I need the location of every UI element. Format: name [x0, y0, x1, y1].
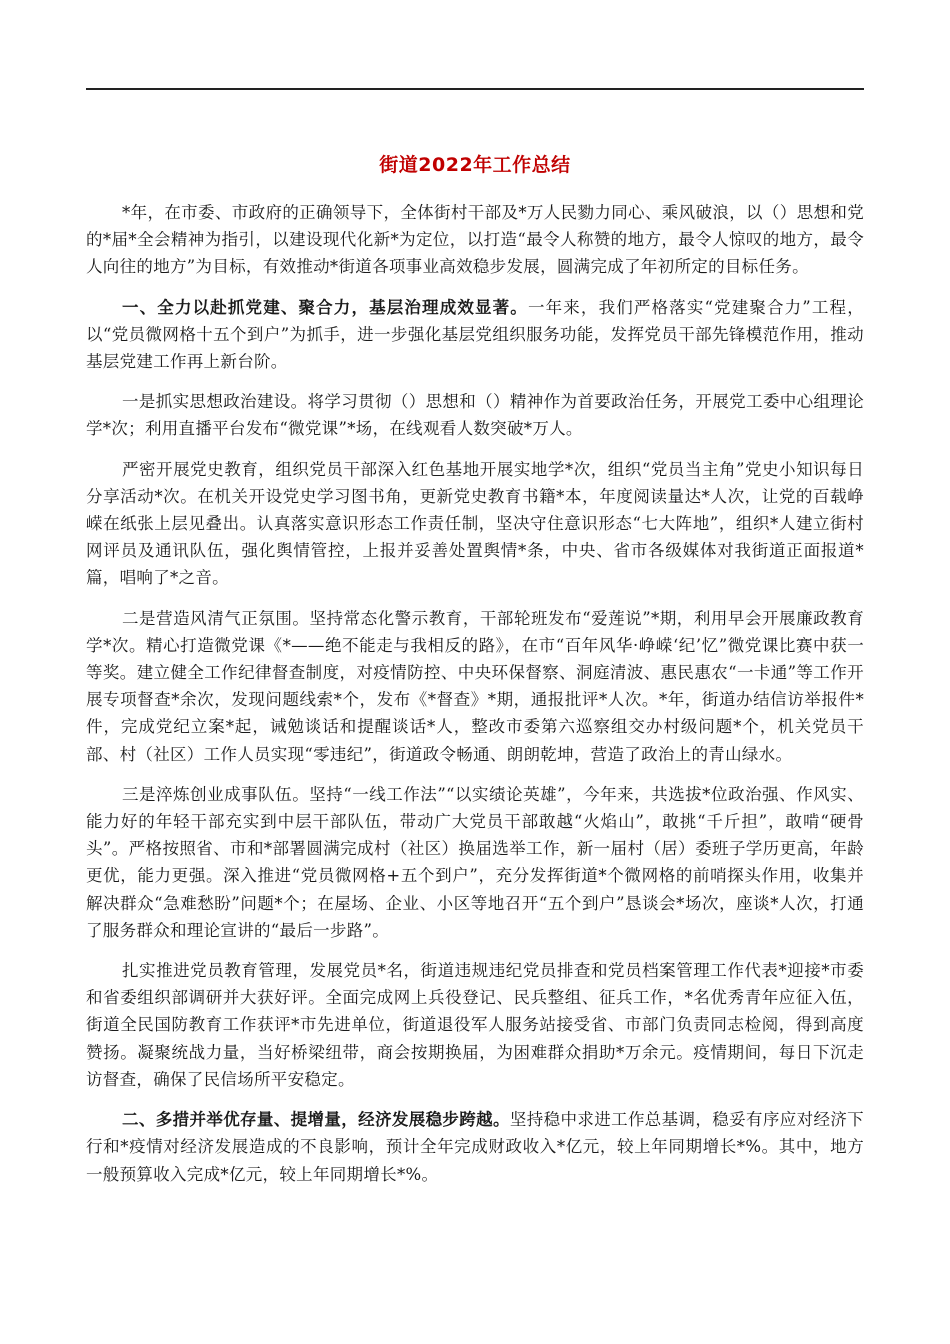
paragraph-text: 严密开展党史教育，组织党员干部深入红色基地开展实地学*次，组织“党员当主角”党史小知识每日分享活动*次。在机关开设党史学习图书角，更新党史教育书籍*本，年度阅读量达*人次，让党的百载峥嵘在纸张上层见叠出。认真落实意识形态工作责任制，坚决守住意识形态“七大阵地”，组织*人建立街村网评员及通讯队伍，强化舆情管控，上报并妥善处置舆情*条，中央、省市各级媒体对我街道正面报道*篇，唱响了*之音。 [86, 459, 864, 588]
paragraph-text: 二是营造风清气正氛围。坚持常态化警示教育，干部轮班发布“爱莲说”*期，利用早会开展廉政教育学*次。精心打造微党课《*——绝不能走与我相反的路》，在市“百年风华·峥嵘‘纪’忆”微党课比赛中获一等奖。建立健全工作纪律督查制度，对疫情防控、中央环保督察、洞庭清波、惠民惠农“一卡通”等工作开展专项督查*余次，发现问题线索*个，发布《*督查》*期，通报批评*人次。*年，街道办结信访举报件*件，完成党纪立案*起，诫勉谈话和提醒谈话*人，整改市委第六巡察组交办村级问题*个，机关党员干部、村（社区）工作人员实现“零违纪”，街道政令畅通、朗朗乾坤，营造了政治上的青山绿水。 [86, 608, 864, 764]
paragraph-text: 扎实推进党员教育管理，发展党员*名，街道违规违纪党员排查和党员档案管理工作代表*迎接*市委和省委组织部调研并大获好评。全面完成网上兵役登记、民兵整组、征兵工作，*名优秀青年应征入伍，街道全民国防教育工作获评*市先进单位，街道退役军人服务站接受省、市部门负责同志检阅，得到高度赞扬。凝聚统战力量，当好桥梁纽带，商会按期换届，为困难群众捐助*万余元。疫情期间，每日下沉走访督查，确保了民信场所平安稳定。 [86, 961, 864, 1089]
document-title: 街道2022年工作总结 [379, 154, 571, 176]
paragraph-political-construction [86, 388, 864, 442]
paragraph-text: 坚持稳中求进工作总基调，稳妥有序应对经济下行和*疫情对经济发展造成的不良影响，预计全年完成财政收入*亿元，较上年同期增长*%。其中，地方一般预算收入完成*亿元，较上年同期增长*%。 [86, 1110, 864, 1184]
section-heading: 一、全力以赴抓党建、聚合力，基层治理成效显著。 [122, 297, 528, 317]
paragraph-text: 三是淬炼创业成事队伍。坚持“一线工作法”“以实绩论英雄”，今年来，共选拔*位政治强、作风实、能力好的年轻干部充实到中层干部队伍，带动广大党员干部敢越“火焰山”，敢挑“千斤担”，敢啃“硬骨头”。严格按照省、市和*部署圆满完成村（社区）换届选举工作，新一届村（居）委班子学历更高，年龄更优，能力更强。深入推进“党员微网格+五个到户”，充分发挥街道*个微网格的前哨探头作用，收集并解决群众“急难愁盼”问题*个；在屋场、企业、小区等地召开“五个到户”恳谈会*场次，座谈*人次，打通了服务群众和理论宣讲的“最后一步路”。 [86, 784, 864, 940]
section-heading: 二、多措并举优存量、提增量，经济发展稳步跨越。 [122, 1110, 510, 1130]
paragraph-text: *年，在市委、市政府的正确领导下，全体街村干部及*万人民勠力同心、乘风破浪，以（）思想和党的*届*全会精神为指引，以建设现代化新*为定位，以打造“最令人称赞的地方，最令人惊叹的地方，最令人向往的地方”为目标，有效推动*街道各项事业高效稳步发展，圆满完成了年初所定的目标任务。 [86, 203, 864, 277]
paragraph-section-two [86, 1106, 864, 1188]
document-body [86, 199, 864, 1201]
paragraph-team-building [86, 781, 864, 944]
paragraph-party-history [86, 456, 864, 592]
paragraph-member-management [86, 957, 864, 1093]
paragraph-section-one [86, 294, 864, 376]
header-rule [86, 88, 864, 90]
paragraph-intro [86, 199, 864, 281]
paragraph-text: 一年来，我们严格落实“党建聚合力”工程，以“党员微网格十五个到户”为抓手，进一步强化基层党组织服务功能，发挥党员干部先锋模范作用，推动基层党建工作再上新台阶。 [86, 297, 864, 372]
paragraph-clean-atmosphere [86, 605, 864, 768]
paragraph-text: 一是抓实思想政治建设。将学习贯彻（）思想和（）精神作为首要政治任务，开展党工委中心组理论学*次；利用直播平台发布“微党课”*场，在线观看人数突破*万人。 [86, 392, 864, 439]
